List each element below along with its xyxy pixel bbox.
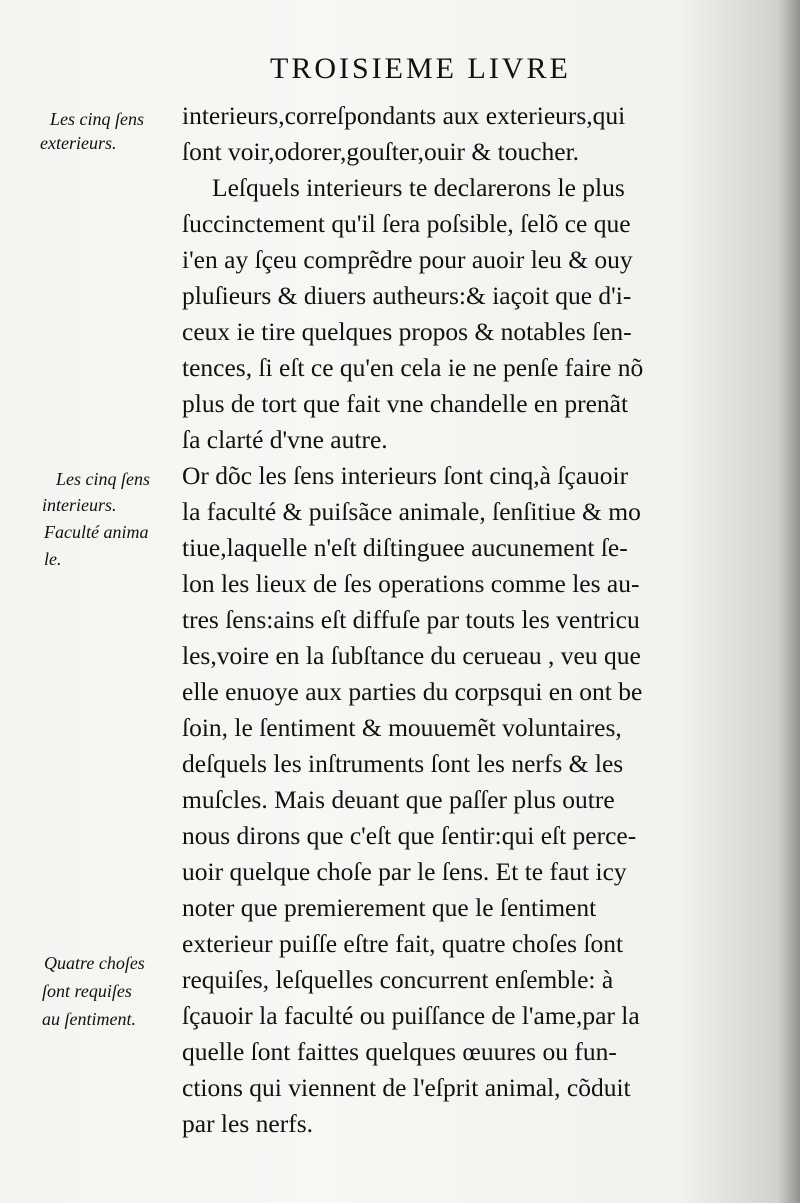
text-line: i'en ay ſçeu comprẽdre pour auoir leu & ouy [182,245,633,274]
text-line: uoir quelque choſe par le ſens. Et te faut icy [182,857,627,886]
text-line: les,voire en la ſubſtance du cerueau , veu que [182,641,641,670]
margin-note: le. [44,549,62,569]
text-line: tres ſens:ains eſt diffuſe par touts les ventricu [182,605,640,634]
text-line: Or dõc les ſens interieurs ſont cinq,à ſçauoir [182,461,629,490]
text-line: ſuccinctement qu'il ſera poſsible, ſelõ ce que [182,209,631,238]
text-line: ctions qui viennent de l'eſprit animal, cõduit [182,1073,631,1102]
text-line: ceux ie tire quelques propos & notables ſen- [182,317,632,346]
text-line: plus de tort que fait vne chandelle en prenãt [182,389,629,418]
text-line: deſquels les inſtruments ſont les nerfs & les [182,749,624,778]
text-line: nous dirons que c'eſt que ſentir:qui eſt perce- [182,821,637,850]
margin-note: Les cinq ſens [50,109,144,129]
text-line: exterieur puiſſe eſtre fait, quatre choſes ſont [182,929,624,958]
text-line: elle enuoye aux parties du corpsqui en ont be [182,677,643,706]
page-gutter-shadow [778,0,800,1203]
margin-note: Quatre choſes [44,953,145,973]
text-line: la faculté & puiſsãce animale, ſenſitiue & mo [182,497,641,526]
running-head: TROISIEME LIVRE [270,52,571,85]
text-line: muſcles. Mais deuant que paſſer plus outre [182,785,615,814]
text-line: ſont voir,odorer,gouſter,ouir & toucher. [182,137,580,166]
text-line: ſoin, le ſentiment & mouuemẽt voluntaires, [182,713,622,742]
text-line: ſa clarté d'vne autre. [182,425,388,454]
text-line: pluſieurs & diuers autheurs:& iaçoit que d'i- [182,281,632,310]
text-line: quelle ſont faittes quelques œuures ou fun- [182,1037,617,1066]
text-line: tences, ſi eſt ce qu'en cela ie ne penſe faire nõ [182,353,644,382]
text-line: noter que premierement que le ſentiment [182,893,597,922]
text-line: ſçauoir la faculté ou puiſſance de l'ame,par la [182,1001,640,1030]
text-line: Leſquels interieurs te declarerons le plus [212,173,625,202]
text-line: lon les lieux de ſes operations comme les au- [182,569,640,598]
margin-note: Les cinq ſens [56,469,150,489]
margin-note: au ſentiment. [42,1009,136,1029]
text-line: interieurs,correſpondants aux exterieurs,qui [182,101,626,130]
margin-note: exterieurs. [40,133,117,153]
text-line: tiue,laquelle n'eſt diſtinguee aucunement ſe- [182,533,628,562]
margin-note: Faculté anima [44,522,149,542]
margin-note: ſont requiſes [42,981,132,1001]
margin-note: interieurs. [42,495,117,515]
text-line: par les nerfs. [182,1109,313,1138]
text-line: requiſes, leſquelles concurrent enſemble: à [182,965,614,994]
